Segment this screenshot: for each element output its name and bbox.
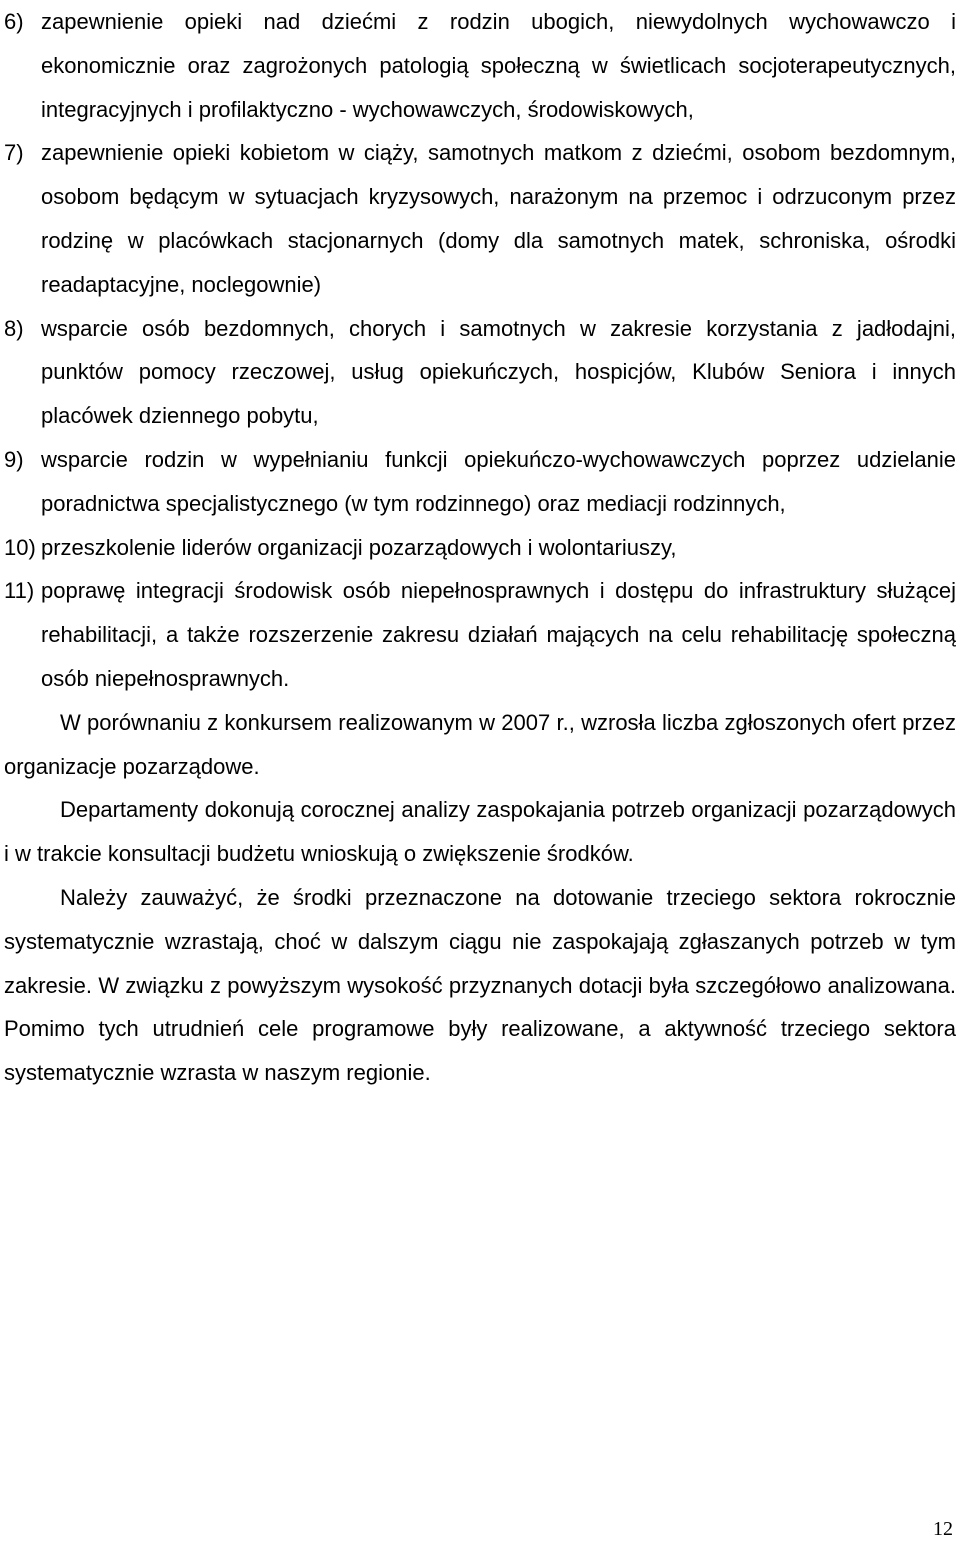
list-item-text: wsparcie rodzin w wypełnianiu funkcji opiekuńczo-wychowawczych poprzez udzielanie poradnictwa specjalistycznego (w tym rodzinnego) oraz mediacji rodzinnych, [41, 446, 956, 516]
list-item-8 [4, 307, 956, 438]
document-body [4, 0, 956, 1095]
list-item-text: zapewnienie opieki kobietom w ciąży, samotnych matkom z dziećmi, osobom bezdomnym, osobom będącym w sytuacjach kryzysowych, narażonym na przemoc i odrzuconym przez rodzinę w placówkach stacjonarnych (domy dla samotnych matek, schroniska, ośrodki readaptacyjne, noclegownie) [41, 140, 956, 297]
list-item-text: przeszkolenie liderów organizacji pozarządowych i wolontariuszy, [41, 534, 677, 560]
list-item-9 [4, 438, 956, 526]
paragraph-comparison: W porównaniu z konkursem realizowanym w 2007 r., wzrosła liczba zgłoszonych ofert przez organizacje pozarządowe. [4, 709, 956, 779]
list-item-text: wsparcie osób bezdomnych, chorych i samotnych w zakresie korzystania z jadłodajni, punktów pomocy rzeczowej, usług opiekuńczych, hospicjów, Klubów Seniora i innych placówek dziennego pobytu, [41, 315, 956, 429]
list-marker: 9) [4, 446, 24, 472]
list-marker: 6) [4, 9, 24, 34]
paragraph-funding: Należy zauważyć, że środki przeznaczone na dotowanie trzeciego sektora rokrocznie systematycznie wzrastają, choć w dalszym ciągu nie zaspokajają zgłaszanych potrzeb w tym zakresie. W związku z powyższym wysokość przyznanych dotacji była szczegółowo analizowana. Pomimo tych utrudnień cele programowe były realizowane, a aktywność trzeciego sektora systematycznie wzrasta w naszym regionie. [4, 884, 956, 1086]
list-marker: 10) [4, 534, 36, 560]
list-marker: 11) [4, 578, 35, 604]
list-item-text: zapewnienie opieki nad dziećmi z rodzin ubogich, niewydolnych wychowawczo i ekonomicznie oraz zagrożonych patologią społeczną w świetlicach socjoterapeutycznych, integracyjnych i profilaktyczno - wychowawczych, środowiskowych, [41, 9, 956, 122]
list-item-7 [4, 131, 956, 306]
list-item-11 [4, 569, 956, 700]
list-item-text: poprawę integracji środowisk osób niepełnosprawnych i dostępu do infrastruktury służącej rehabilitacji, a także rozszerzenie zakresu działań mających na celu rehabilitację społeczną osób niepełnosprawnych. [41, 578, 956, 691]
list-marker: 7) [4, 140, 24, 166]
list-item-10 [4, 526, 956, 570]
list-item-6 [4, 0, 956, 131]
paragraph-departments: Departamenty dokonują corocznej analizy zaspokajania potrzeb organizacji pozarządowych i w trakcie konsultacji budżetu wnioskują o zwiększenie środków. [4, 797, 956, 867]
list-marker: 8) [4, 315, 24, 341]
page-number: 12 [933, 1518, 953, 1540]
